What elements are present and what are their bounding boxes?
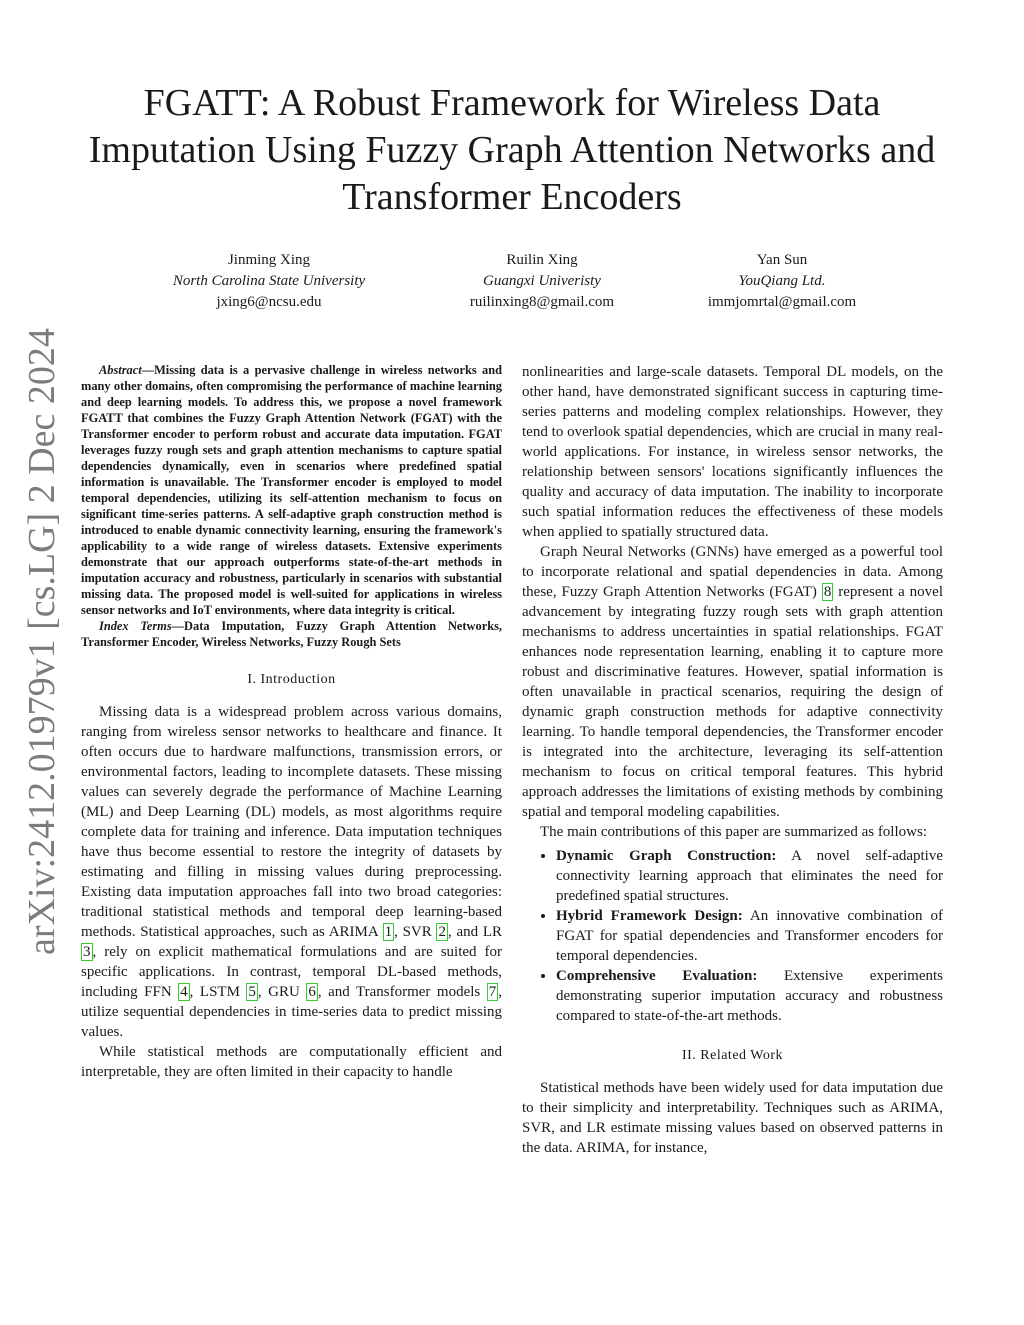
contribution-lead: Comprehensive Evaluation: — [556, 968, 758, 984]
abstract-lead: Abstract — [99, 363, 142, 377]
contribution-text: An innovative combination of FGAT for spatial dependencies and Transformer encoders for temporal dependencies. — [556, 908, 943, 964]
text-run: Graph Neural Networks (GNNs) have emerged as a powerful tool to incorporate relational and spatial dependencies in data. Among these, Fuzzy Graph Attention Networks (FGAT) — [522, 544, 943, 600]
abstract-text: —Missing data is a pervasive challenge in wireless networks and many other domains, often compromising the performance of machine learning and deep learning models. To address this, we propose a novel framework FGATT that combines the Fuzzy Graph Attention Network (FGAT) with the Transformer encoder to perform robust and accurate data imputation. FGAT leverages fuzzy rough sets and graph attention mechanisms to capture spatial dependencies dynamically, even in scenarios where predefined spatial information is unavailable. The Transformer encoder is employed to model temporal dependencies, utilizing its self-attention mechanism to focus on significant time-series patterns. A self-adaptive graph construction method is introduced to enable dynamic connectivity learning, ensuring the framework's applicability to a wide range of wireless datasets. Extensive experiments demonstrate that our approach outperforms state-of-the-art methods in imputation accuracy and robustness, particularly in scenarios with substantial missing data. The proposed model is well-suited for applications in wireless sensor networks and IoT environments, where data integrity is critical. — [81, 363, 502, 617]
citation-link[interactable]: 2 — [438, 924, 446, 940]
text-run: represent a novel advancement by integrating fuzzy rough sets with graph attention mechanisms to address uncertainties in spatial relationships. FGAT enhances node representation learning, enabling it to capture more robust and discriminative features. However, spatial information is often unavailable in practical scenarios, requiring the design of dynamic graph construction methods for adaptive connectivity learning. To handle temporal dependencies, the Transformer encoder is integrated into the architecture, leveraging its self-attention mechanism to focus on critical temporal features. This hybrid approach addresses the limitations of existing methods by combining spatial and temporal modeling capabilities. — [522, 584, 944, 820]
contribution-lead: Dynamic Graph Construction: — [556, 848, 777, 864]
text-run: , GRU — [257, 984, 307, 1000]
contribution-text: A novel self-adaptive connectivity learning approach that eliminates the need for predefined spatial structures. — [556, 848, 944, 904]
author-1 — [119, 250, 419, 313]
right-column — [522, 362, 943, 1158]
paper-title: FGATT: A Robust Framework for Wireless Data Imputation Using Fuzzy Graph Attention Networks and Transformer Encoders — [88, 82, 936, 218]
text-run: , LSTM — [189, 984, 247, 1000]
text-run: , and LR — [447, 924, 502, 940]
author-name: Ruilin Xing — [506, 252, 578, 268]
text-run: , SVR — [394, 924, 437, 940]
author-affiliation: YouQiang Ltd. — [738, 273, 826, 289]
related-work-paragraph-1: Statistical methods have been widely used for data imputation due to their simplicity and interpretability. Techniques such as ARIMA, SVR, and LR estimate missing values based on observed patterns in the data. ARIMA, for instance, — [522, 1080, 943, 1156]
intro-paragraph-1 — [81, 702, 502, 1042]
text-run: , and Transformer models — [317, 984, 487, 1000]
author-email[interactable]: ruilinxing8@gmail.com — [469, 294, 615, 310]
list-item — [556, 846, 943, 906]
intro-paragraph-3 — [522, 542, 943, 822]
contribution-lead: Hybrid Framework Design: — [556, 908, 743, 924]
author-affiliation: North Carolina State University — [172, 273, 366, 289]
text-run: , utilize sequential dependencies in time-series data to predict missing values. — [81, 984, 502, 1040]
contributions-list — [522, 846, 943, 1026]
author-3 — [632, 250, 932, 313]
intro-paragraph-4: The main contributions of this paper are summarized as follows: — [540, 824, 927, 840]
author-name: Yan Sun — [756, 252, 808, 268]
text-run: , rely on explicit mathematical formulations and are suited for specific applications. In contrast, temporal DL-based methods, including FFN — [81, 944, 502, 1000]
author-email[interactable]: jxing6@ncsu.edu — [216, 294, 322, 310]
citation-link[interactable]: 7 — [488, 984, 497, 1000]
index-terms — [81, 618, 502, 650]
intro-paragraph-2-continued: nonlinearities and large-scale datasets. Temporal DL models, on the other hand, have demonstrated significant success in capturing time-series patterns and modeling complex relationships. However, they tend to overlook spatial dependencies, which are crucial in many real-world applications. For instance, in wireless sensor networks, the relationship between sensors' locations significantly influences the quality and accuracy of data imputation. The inability to incorporate such spatial information reduces the effectiveness of these models when applied to spatially structured data. — [522, 364, 943, 540]
citation-link[interactable]: 5 — [248, 984, 256, 1000]
citation-link[interactable]: 4 — [180, 984, 188, 1000]
intro-paragraph-2: While statistical methods are computationally efficient and interpretable, they are often limited in their capacity to handle — [81, 1044, 502, 1080]
author-block — [0, 250, 1024, 320]
author-affiliation: Guangxi Univeristy — [483, 273, 601, 289]
citation-link[interactable]: 3 — [83, 944, 91, 960]
section-heading-related-work: II. Related Work — [681, 1048, 784, 1063]
section-heading-introduction: I. Introduction — [247, 672, 336, 687]
arxiv-identifier-stamp: arXiv:2412.01979v1 [cs.LG] 2 Dec 2024 — [21, 328, 63, 955]
citation-link[interactable]: 1 — [384, 924, 393, 940]
index-terms-lead: Index Terms — [99, 619, 172, 633]
author-name: Jinming Xing — [227, 252, 311, 268]
citation-link[interactable]: 8 — [823, 584, 832, 600]
list-item — [556, 906, 943, 966]
left-column — [81, 362, 502, 1082]
index-terms-text: —Data Imputation, Fuzzy Graph Attention Networks, Transformer Encoder, Wireless Networks, Fuzzy Rough Sets — [81, 619, 503, 649]
contribution-text: Extensive experiments demonstrating superior imputation accuracy and robustness compared to state-of-the-art methods. — [556, 968, 944, 1024]
text-run: Missing data is a widespread problem across various domains, ranging from wireless sensor networks to healthcare and finance. It often occurs due to hardware malfunctions, transmission errors, or environmental factors, leading to incomplete datasets. These missing values can severely degrade the performance of Machine Learning (ML) and Deep Learning (DL) models, as most algorithms require complete data for training and inference. Data imputation techniques have thus become essential to restore the integrity of datasets by estimating and filling in missing values during preprocessing. Existing data imputation approaches fall into two broad categories: traditional statistical methods and temporal deep learning-based methods. Statistical approaches, such as ARIMA — [81, 704, 502, 940]
author-email[interactable]: immjomrtal@gmail.com — [707, 294, 857, 310]
list-item — [556, 966, 943, 1026]
abstract — [81, 362, 502, 618]
citation-link[interactable]: 6 — [308, 984, 316, 1000]
